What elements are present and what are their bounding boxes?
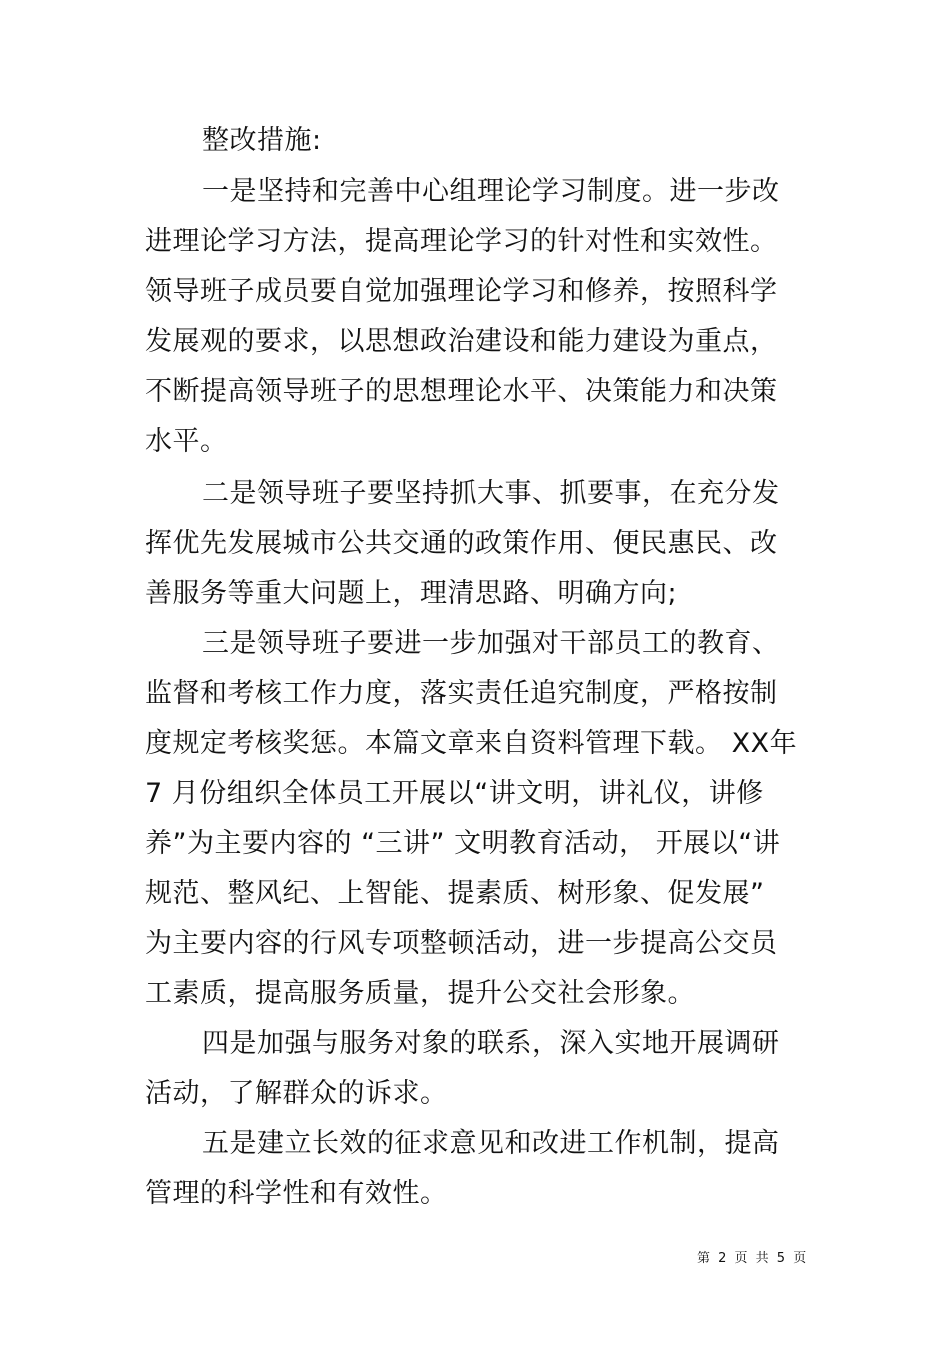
paragraph-line: 监督和考核工作力度，落实责任追究制度，严格按制	[145, 678, 778, 709]
paragraph-line: 挥优先发展城市公共交通的政策作用、便民惠民、改	[145, 528, 778, 559]
section-heading: 整改措施:	[202, 125, 322, 156]
page-indicator: 第 2 页 共 5 页	[697, 1251, 809, 1266]
paragraph-line: 工素质，提高服务质量，提升公交社会形象。	[145, 978, 695, 1009]
paragraph-line: 一是坚持和完善中心组理论学习制度。进一步改	[202, 176, 780, 207]
paragraph-line: 四是加强与服务对象的联系，深入实地开展调研	[202, 1028, 780, 1059]
paragraph-line: 养”为主要内容的 “三讲” 文明教育活动， 开展以“讲	[145, 828, 781, 859]
paragraph-line: 二是领导班子要坚持抓大事、抓要事，在充分发	[202, 478, 780, 509]
paragraph-line: 规范、整风纪、上智能、提素质、树形象、促发展”	[145, 878, 765, 909]
paragraph-line: 度规定考核奖惩。本篇文章来自资料管理下载。 XX年	[145, 728, 798, 759]
paragraph-line: 三是领导班子要进一步加强对干部员工的教育、	[202, 628, 780, 659]
paragraph-line: 7 月份组织全体员工开展以“讲文明，讲礼仪，讲修	[145, 778, 764, 809]
paragraph-line: 为主要内容的行风专项整顿活动，进一步提高公交员	[145, 928, 778, 959]
paragraph-line: 不断提高领导班子的思想理论水平、决策能力和决策	[145, 376, 778, 407]
paragraph-line: 五是建立长效的征求意见和改进工作机制，提高	[202, 1128, 780, 1159]
paragraph-line: 水平。	[145, 426, 228, 457]
paragraph-line: 进理论学习方法，提高理论学习的针对性和实效性。	[145, 226, 778, 257]
paragraph-line: 发展观的要求，以思想政治建设和能力建设为重点，	[145, 326, 778, 357]
paragraph-line: 领导班子成员要自觉加强理论学习和修养，按照科学	[145, 276, 778, 307]
paragraph-line: 管理的科学性和有效性。	[145, 1178, 448, 1209]
paragraph-line: 善服务等重大问题上，理清思路、明确方向;	[145, 578, 678, 609]
paragraph-line: 活动，了解群众的诉求。	[145, 1078, 448, 1109]
